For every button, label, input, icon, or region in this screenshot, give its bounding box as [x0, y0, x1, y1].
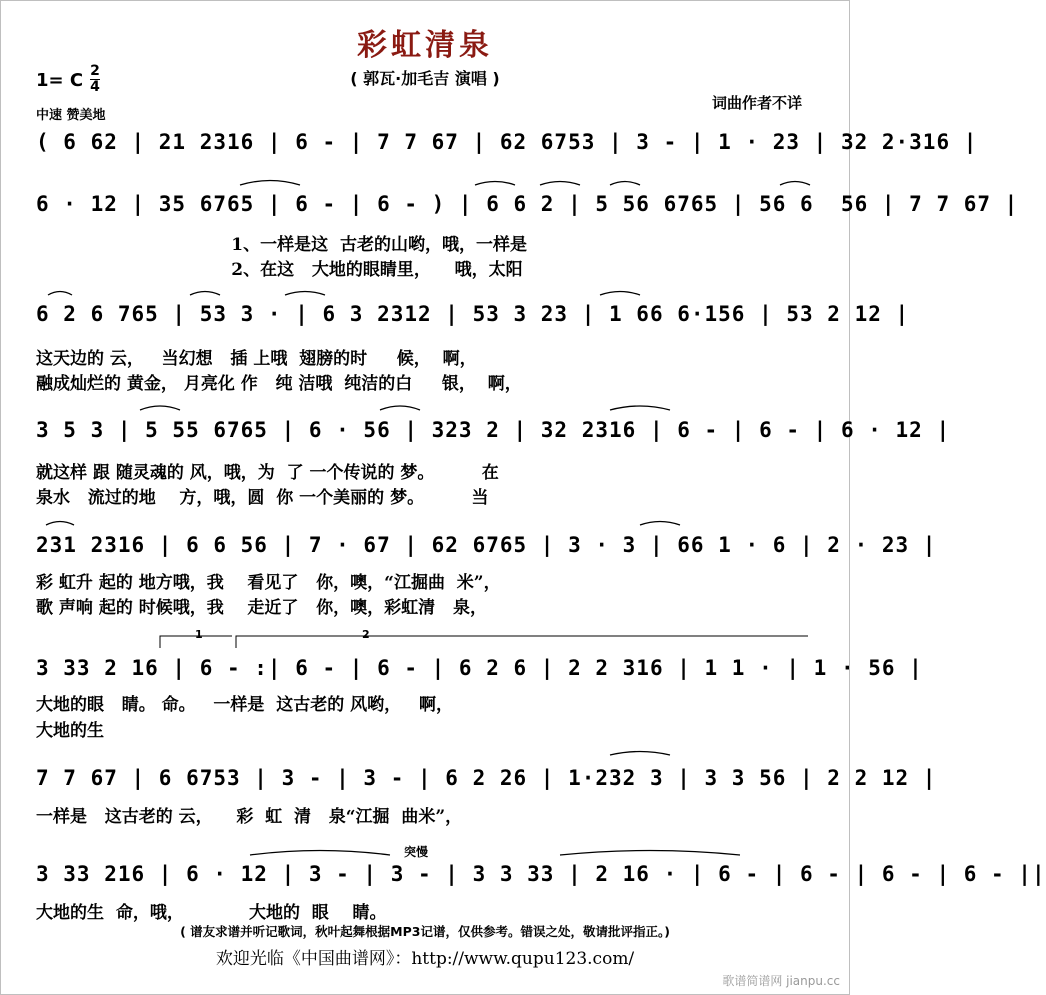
- score-row-7: 7 7 67 | 6 6753 | 3 - | 3 - | 6 2 26 | 1·232 3 | 3 3 56 | 2 2 12 |: [36, 766, 937, 790]
- welcome-line: 欢迎光临《中国曲谱网》：http://www.qupu123.com/: [215, 949, 635, 969]
- lyric-row-4-verse-1: 就这样 跟 随灵魂的 风，哦，为 了 一个传说的 梦。 在: [36, 463, 499, 483]
- lyric-row-3-verse-1: 这天边的 云， 当幻想 插 上哦 翅膀的时 候， 啊，: [36, 349, 477, 369]
- lyric-row-2-verse-1: 1、一样是这 古老的山哟，哦，一样是: [36, 235, 527, 255]
- score-row-8: 3 33 216 | 6 · 12 | 3 - | 3 - | 3 3 33 | 2 16 · | 6 - | 6 - | 6 - | 6 - ||: [36, 862, 1046, 886]
- song-title: 彩虹清泉: [357, 28, 493, 63]
- time-top: 2: [90, 63, 100, 79]
- volta-1-label: 1: [195, 628, 203, 641]
- lyric-row-6-verse-1: 大地的眼 睛。 命。 一样是 这古老的 风哟， 啊，: [36, 695, 453, 715]
- tempo-mark: 中速 赞美地: [36, 108, 106, 123]
- sudden-slow-mark: 突慢: [404, 845, 429, 859]
- lyric-row-6-verse-2: 大地的生: [36, 721, 104, 741]
- score-row-4: 3 5 3 | 5 55 6765 | 6 · 56 | 323 2 | 32 2316 | 6 - | 6 - | 6 · 12 |: [36, 418, 951, 442]
- score-row-2: 6 · 12 | 35 6765 | 6 - | 6 - ) | 6 6 2 | 5 56 6765 | 56 6 56 | 7 7 67 |: [36, 192, 1019, 216]
- lyric-row-7-verse-1: 一样是 这古老的 云， 彩 虹 清 泉“江掘 曲米”，: [36, 807, 463, 827]
- lyric-row-3-verse-2: 融成灿烂的 黄金， 月亮化 作 纯 洁哦 纯洁的白 银， 啊，: [36, 374, 522, 394]
- volta-2-label: 2: [362, 628, 370, 641]
- score-row-1: ( 6 62 | 21 2316 | 6 - | 7 7 67 | 62 6753 | 3 - | 1 · 23 | 32 2·316 |: [36, 130, 978, 154]
- score-row-6: 3 33 2 16 | 6 - :| 6 - | 6 - | 6 2 6 | 2 2 316 | 1 1 · | 1 · 56 |: [36, 656, 923, 680]
- lyric-row-5-verse-1: 彩 虹升 起的 地方哦，我 看见了 你，噢，“江掘曲 米”，: [36, 573, 501, 593]
- author-note: 词曲作者不详: [711, 94, 802, 112]
- score-row-3: 6 2 6 765 | 53 3 · | 6 3 2312 | 53 3 23 | 1 66 6·156 | 53 2 12 |: [36, 302, 910, 326]
- time-bottom: 4: [90, 79, 100, 95]
- time-signature: [90, 64, 100, 95]
- footer-note: ( 谱友求谱并听记歌词，秋叶起舞根据MP3记谱，仅供参考。错误之处，敬请批评指正。): [180, 924, 670, 939]
- key-signature: 1= C: [36, 70, 84, 91]
- lyric-row-8-verse-1: 大地的生 命，哦， 大地的 眼 睛。: [36, 903, 387, 923]
- singer-credit: ( 郭瓦·加毛吉 演唱 ): [350, 69, 500, 88]
- watermark: 歌谱简谱网 jianpu.cc: [722, 974, 840, 988]
- lyric-row-2-verse-2: 2、在这 大地的眼睛里， 哦，太阳: [36, 260, 523, 280]
- score-row-5: 231 2316 | 6 6 56 | 7 · 67 | 62 6765 | 3 · 3 | 66 1 · 6 | 2 · 23 |: [36, 533, 937, 557]
- lyric-row-4-verse-2: 泉水 流过的地 方，哦，圆 你 一个美丽的 梦。 当: [36, 488, 489, 508]
- lyric-row-5-verse-2: 歌 声响 起的 时候哦，我 走近了 你，噢，彩虹清 泉，: [36, 598, 487, 618]
